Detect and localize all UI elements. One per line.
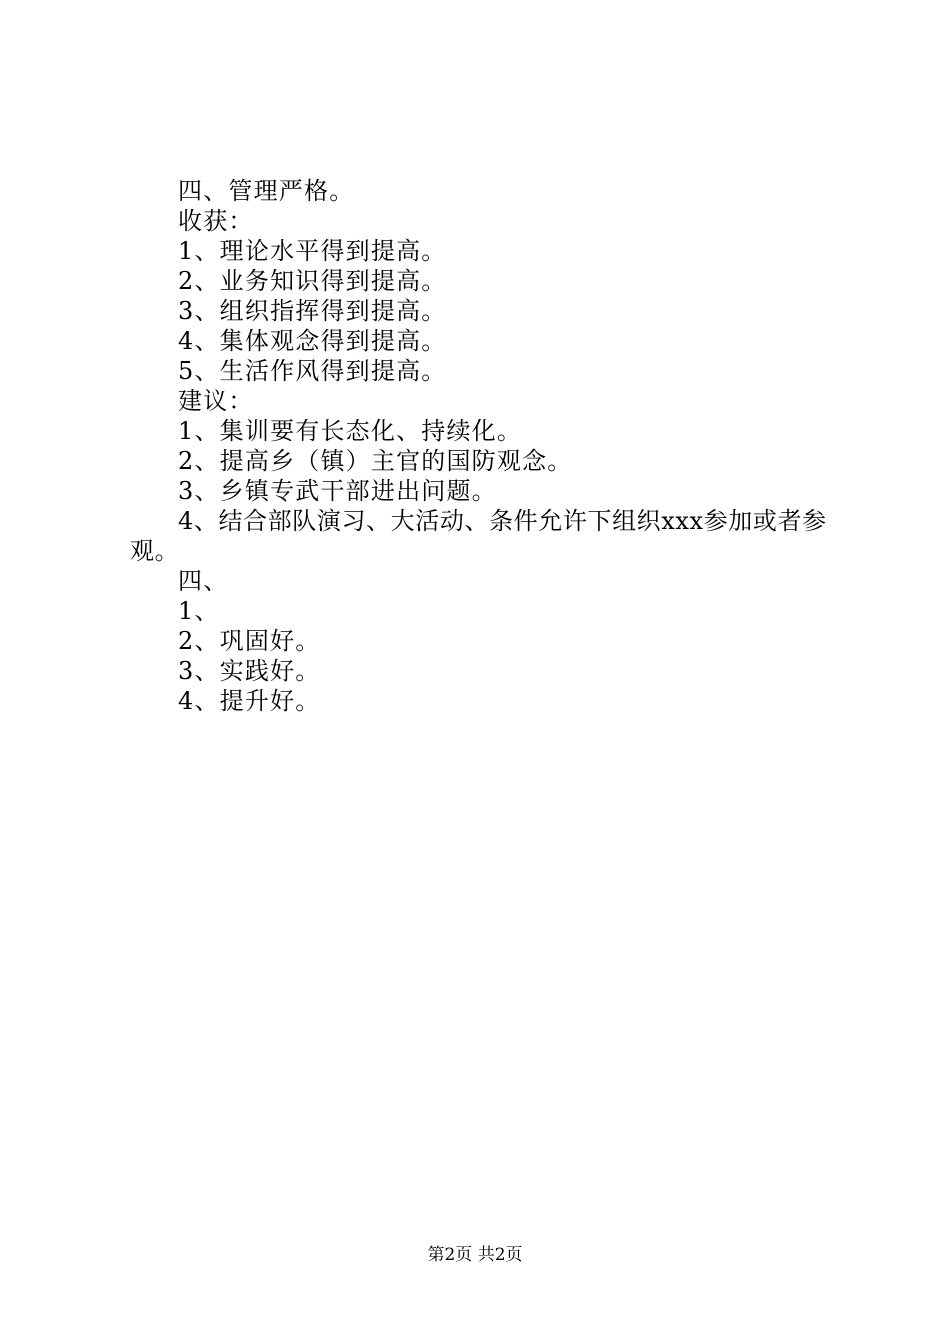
document-body (130, 176, 835, 716)
heading-gains: 收获： (178, 207, 254, 235)
section-heading-management: 四、管理严格。 (178, 177, 355, 205)
gains-item-4: 4、集体观念得到提高。 (178, 327, 447, 355)
page-number-footer: 第2页 共2页 (427, 1245, 523, 1265)
gains-item-2: 2、业务知识得到提高。 (178, 267, 447, 295)
suggestion-item-1: 1、集训要有长态化、持续化。 (178, 417, 523, 445)
suggestion-item-2: 2、提高乡（镇）主官的国防观念。 (178, 447, 573, 475)
section-four-item-1: 1、 (178, 597, 220, 625)
gains-item-3: 3、组织指挥得到提高。 (178, 297, 447, 325)
heading-suggestions: 建议： (178, 387, 254, 415)
section-four-item-2: 2、巩固好。 (178, 627, 321, 655)
section-heading-four: 四、 (178, 567, 229, 595)
suggestion-item-3: 3、乡镇专武干部进出问题。 (178, 477, 497, 505)
gains-item-5: 5、生活作风得到提高。 (178, 357, 447, 385)
section-four-item-4: 4、提升好。 (178, 687, 321, 715)
gains-item-1: 1、理论水平得到提高。 (178, 237, 447, 265)
suggestion-item-4: 4、结合部队演习、大活动、条件允许下组织xxx参加或者参观。 (130, 507, 827, 565)
section-four-item-3: 3、实践好。 (178, 657, 321, 685)
